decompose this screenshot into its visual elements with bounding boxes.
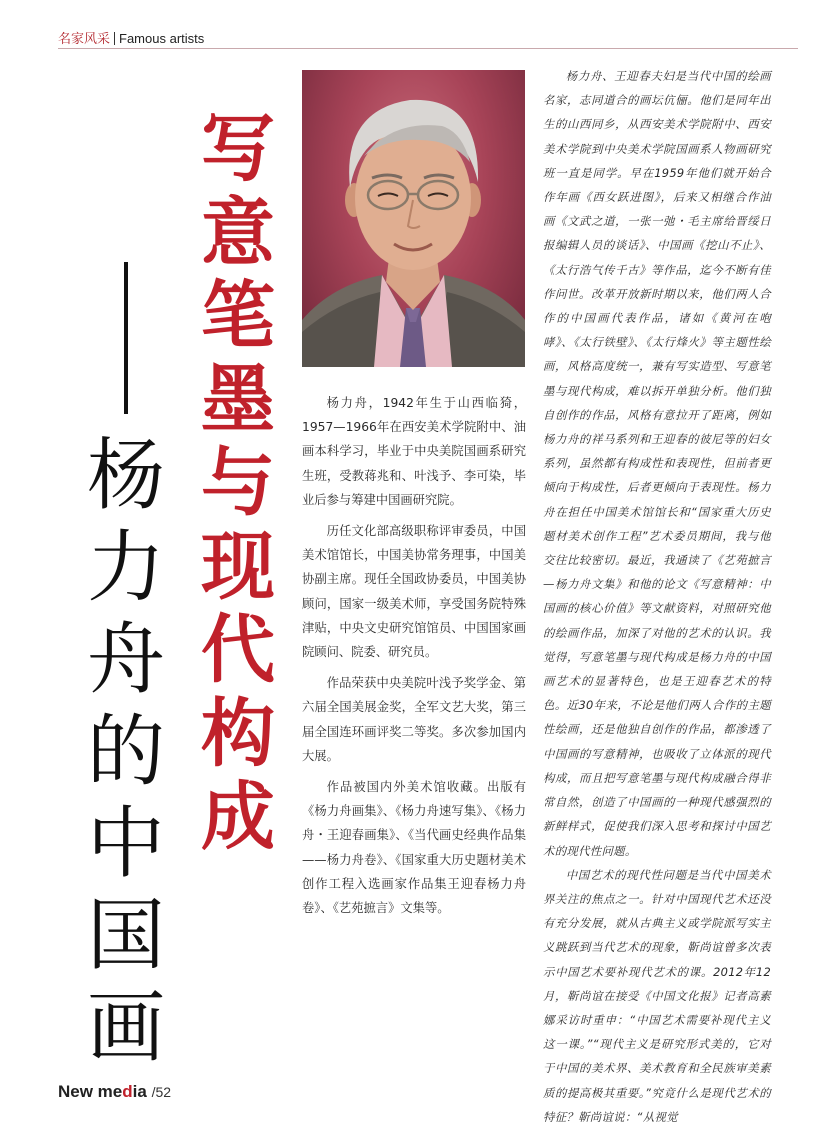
magazine-brand-a: New me (58, 1082, 123, 1101)
title-char: 笔 (201, 273, 275, 359)
subtitle-char: 国 (86, 891, 165, 981)
bio-paragraph: 历任文化部高级职称评审委员，中国美术馆馆长，中国美协常务理事，中国美协副主席。现任全国政协委员，中国美协顾问，国家一级美术师，享受国务院特殊津贴，中央文史研究馆馆员、中国国家画院顾问、院委、研究员。 (302, 524, 526, 660)
title-char: 写 (201, 106, 275, 192)
header-rule (58, 48, 798, 49)
bio-paragraph: 杨力舟，1942年生于山西临猗，1957—1966年在西安美术学院附中、油画本科学习，毕业于中央美院国画系研究生班，受教蒋兆和、叶浅予、李可染，毕业后参与筹建中国画研究院。 (302, 396, 526, 507)
subtitle-char: 的 (86, 707, 165, 797)
title-char: 意 (201, 189, 275, 276)
subtitle-dash (124, 262, 128, 414)
subtitle-char: 杨 (86, 431, 165, 521)
page-footer (58, 1082, 171, 1102)
subtitle-char: 画 (86, 983, 165, 1073)
title-char: 与 (201, 440, 275, 526)
magazine-brand-c: ia (132, 1082, 147, 1101)
section-tag-en: Famous artists (119, 31, 205, 46)
article-body (543, 64, 771, 1129)
page-number: /52 (151, 1084, 172, 1100)
title-char: 构 (201, 690, 275, 777)
subtitle-char: 舟 (86, 615, 165, 705)
article-title-main (188, 108, 288, 860)
artist-bio (302, 391, 526, 927)
bio-paragraph: 作品荣获中央美院叶浅予奖学金、第六届全国美展金奖，全军文艺大奖，第三届全国连环画评奖二等奖。多次参加国内大展。 (302, 676, 526, 763)
artist-portrait (302, 70, 525, 367)
portrait-illustration (302, 70, 525, 367)
bio-paragraph: 作品被国内外美术馆收藏。出版有《杨力舟画集》、《杨力舟速写集》、《杨力舟・王迎春画集》、《当代画史经典作品集——杨力舟卷》、《国家重大历史题材美术创作工程入选画家作品集王迎春杨力舟卷》、《艺苑摭言》文集等。 (302, 780, 526, 916)
title-char: 代 (201, 607, 275, 693)
subtitle-char: 力 (86, 523, 165, 613)
title-char: 墨 (201, 356, 275, 443)
subtitle-chars (76, 430, 176, 1074)
section-tag-separator (114, 32, 115, 45)
article-subtitle (76, 262, 176, 1074)
section-tag (58, 31, 204, 48)
title-char: 现 (201, 523, 275, 610)
article-paragraph: 中国艺术的现代性问题是当代中国美术界关注的焦点之一。针对中国现代艺术还没有充分发展，就从古典主义或学院派写实主义跳跃到当代艺术的现象，靳尚谊曾多次表示中国艺术要补现代艺术的课。2012年12月，靳尚谊在接受《中国文化报》记者高素娜采访时重申：“中国艺术需要补现代主义这一课。”“现代主义是研究形式美的，它对于中国的美术界、美术教育和全民族审美素质的提高极其重要。”究竟什么是现代艺术的特征？靳尚谊说：“从视觉 (543, 867, 771, 1124)
section-tag-cn: 名家风采 (58, 32, 111, 47)
subtitle-char: 中 (86, 799, 165, 889)
title-char: 成 (201, 774, 275, 860)
magazine-brand-accent: d (122, 1082, 133, 1101)
article-paragraph: 杨力舟、王迎春夫妇是当代中国的绘画名家，志同道合的画坛伉俪。他们是同年出生的山西同乡，从西安美术学院附中、西安美术学院到中央美术学院国画系人物画研究班一直是同学。早在1959年他们就开始合作年画《西女跃进图》，后来又相继合作油画《文武之道，一张一弛・毛主席给晋绥日报编辑人员的谈话》、中国画《挖山不止》、《太行浩气传千古》等作品，迄今不断有佳作问世。改革开放新时期以来，他们两人合作的中国画代表作品，诸如《黄河在咆哮》、《太行铁壁》、《太行烽火》等主题性绘画，风格高度统一，兼有写实造型、写意笔墨与现代构成，难以拆开单独分析。他们独自创作的作品，风格有意拉开了距离，例如杨力舟的祥马系列和王迎春的彼尼等的妇女系列，虽然都有构成性和表现性，但前者更倾向于构成性，后者更倾向于表现性。杨力舟在担任中国美术馆馆长和“国家重大历史题材美术创作工程”艺术委员期间，我与他交往比较密切。最近，我通读了《艺苑摭言—杨力舟文集》和他的论文《写意精神：中国画的核心价值》等文献资料，对照研究他的绘画作品，加深了对他的艺术的认识。我觉得，写意笔墨与现代构成是杨力舟的中国画艺术的显著特色，也是王迎春艺术的特色。近30年来，不论是他们两人合作的主题性绘画，还是他独自创作的作品，都渗透了中国画的写意精神，也吸收了立体派的现代构成，而且把写意笔墨与现代构成融合得非常自然，创造了中国画的一种现代感强烈的新鲜样式，促使我们深入思考和探讨中国艺术的现代性问题。 (543, 69, 771, 858)
